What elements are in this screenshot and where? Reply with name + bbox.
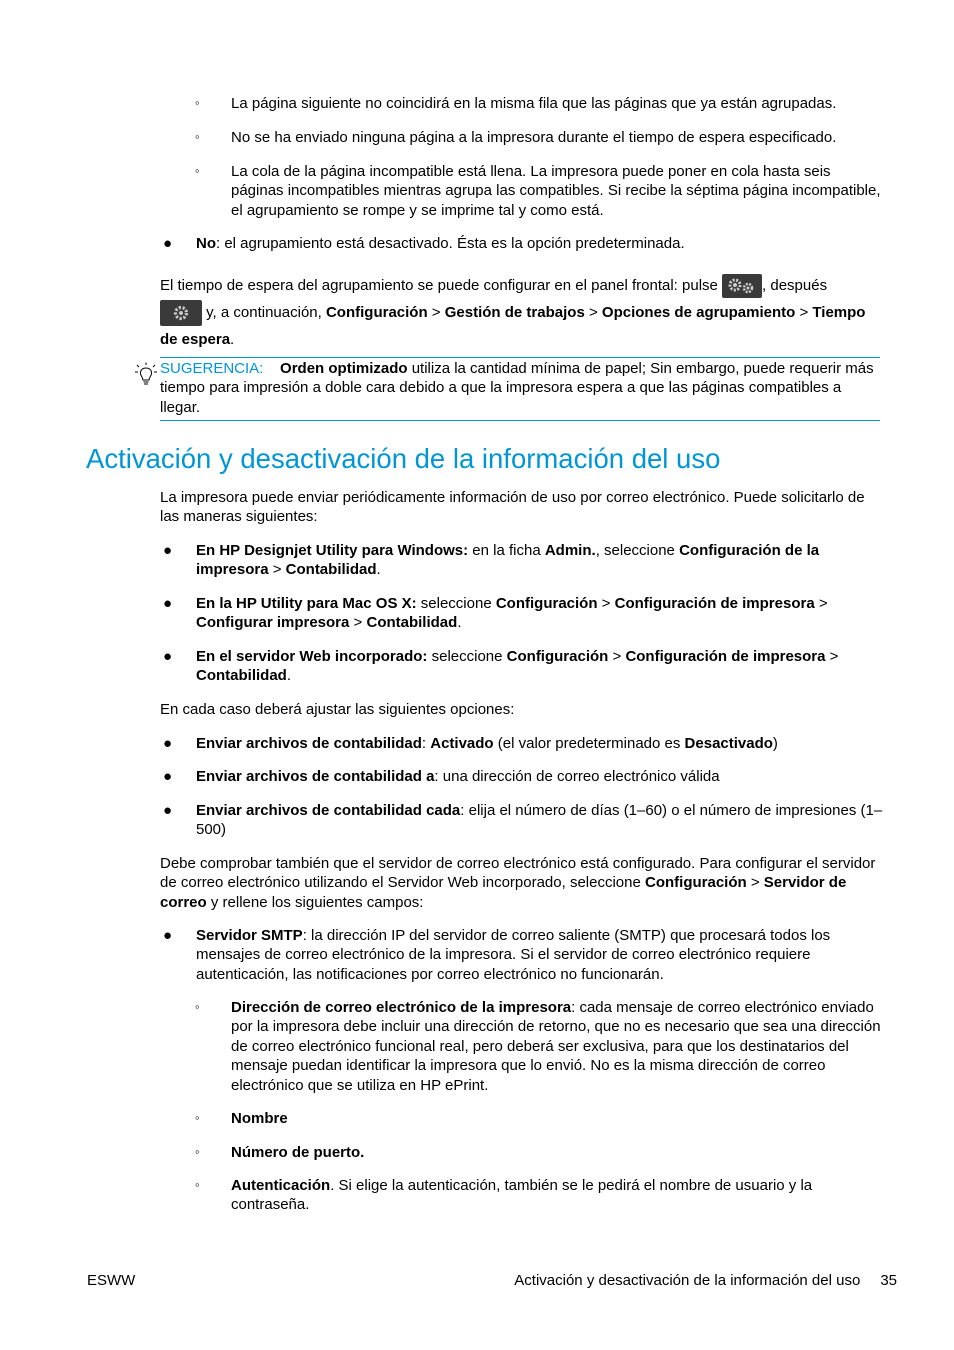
- text: seleccione: [427, 648, 507, 665]
- text: : una dirección de correo electrónico válida: [434, 768, 720, 785]
- text: >: [268, 561, 286, 579]
- email-paragraph: [160, 854, 882, 912]
- gear-icon: [160, 300, 202, 326]
- footer-right: [514, 1271, 897, 1290]
- bold-text: Servidor SMTP: [196, 927, 303, 944]
- bullet-label: No: [196, 235, 216, 252]
- bold-text: Dirección de correo electrónico de la impresora: [231, 999, 572, 1016]
- tip-box: [160, 357, 880, 421]
- sub-bullet-item: [195, 998, 883, 1095]
- text: >: [597, 595, 615, 612]
- path-separator: >: [427, 304, 445, 321]
- bold-text: Configuración de la impresora: [196, 542, 820, 579]
- sub-bullet-marker: ◦: [195, 129, 200, 144]
- bold-text: Admin.: [544, 542, 596, 559]
- bold-text: Activado: [430, 735, 494, 752]
- text: . Si elige la autenticación, también se le pedirá el nombre de usuario y la contraseña.: [231, 1177, 813, 1214]
- bullet-marker: ●: [163, 542, 173, 559]
- paragraph-text: El tiempo de espera del agrupamiento se puede configurar en el panel frontal: pulse: [160, 277, 723, 294]
- bold-text: Configuración: [506, 648, 609, 665]
- section-heading: Activación y desactivación de la información del uso: [86, 443, 721, 474]
- options-intro: En cada caso deberá ajustar las siguientes opciones:: [160, 701, 515, 718]
- bullet-item-no: [163, 234, 886, 253]
- text: >: [349, 614, 367, 632]
- bullet-item-option: [163, 767, 886, 786]
- bullet-marker: ●: [163, 648, 173, 665]
- bullet-item-method: [163, 594, 886, 633]
- sub-bullet-item: [195, 1176, 883, 1215]
- bold-text: Configuración de impresora: [614, 595, 815, 612]
- sub-bullet-item: [195, 1109, 883, 1128]
- bold-text: Contabilidad: [285, 561, 377, 579]
- bullet-text: : el agrupamiento está desactivado. Ésta es la opción predeterminada.: [216, 235, 685, 252]
- text: >: [608, 648, 626, 665]
- menu-path-item: Gestión de trabajos: [444, 304, 585, 321]
- bullet-item-smtp: [163, 926, 886, 984]
- settings-tab-icon: [722, 274, 762, 298]
- bold-text: Contabilidad: [196, 667, 287, 685]
- text: y rellene los siguientes campos:: [206, 893, 424, 911]
- text: (el valor predeterminado es: [493, 735, 685, 752]
- bullet-marker: ●: [163, 595, 173, 612]
- footer-section: Activación y desactivación de la información del uso: [514, 1272, 861, 1289]
- bullet-marker: ●: [163, 927, 173, 944]
- text: seleccione: [416, 595, 496, 612]
- text: : cada mensaje de correo electrónico enviado por la impresora debe incluir una dirección de retorno, que no es necesario que sea una dirección de correo electrónico funcional real, pero deberá ser exclusiva, para que los destinatarios del mensaje puedan identificar la impresora que lo envió. No es la misma dirección de correo electrónico que se utiliza en HP ePrint.: [231, 999, 881, 1094]
- text: Debe comprobar también que el servidor de correo electrónico está configurado. Para configurar el servidor de correo electrónico utilizando el Servidor Web incorporado, seleccione: [160, 855, 876, 892]
- bold-text: Nombre: [231, 1110, 288, 1127]
- page-number: 35: [880, 1272, 897, 1289]
- bold-text: En el servidor Web incorporado:: [196, 648, 428, 665]
- bold-text: Desactivado: [684, 735, 773, 752]
- bullet-item-option: [163, 734, 886, 753]
- bold-text: Servidor de correo: [160, 874, 847, 911]
- sub-bullet-item: [195, 162, 883, 220]
- tip-label: SUGERENCIA:: [160, 360, 264, 377]
- footer-left: ESWW: [87, 1272, 136, 1289]
- menu-path-item: Opciones de agrupamiento: [601, 304, 796, 321]
- bold-text: Configuración de impresora: [625, 648, 826, 665]
- bold-text: Enviar archivos de contabilidad: [196, 735, 422, 752]
- bullet-item-method: [163, 647, 886, 686]
- sub-bullet-text: No se ha enviado ninguna página a la impresora durante el tiempo de espera especificado.: [231, 129, 837, 146]
- tip-text: utiliza la cantidad mínima de papel; Sin embargo, puede requerir más tiempo para impresión a doble cara debido a que la impresora espera a que las páginas compatibles a llegar.: [160, 360, 874, 416]
- sub-bullet-item: [195, 1143, 883, 1162]
- paragraph-text: , después: [762, 277, 828, 294]
- bold-text: Enviar archivos de contabilidad cada: [196, 802, 461, 819]
- bold-text: Autenticación: [231, 1177, 331, 1194]
- text: >: [814, 595, 828, 612]
- bold-text: Número de puerto.: [231, 1144, 365, 1161]
- text: .: [286, 667, 291, 685]
- path-separator: >: [584, 304, 602, 321]
- sub-bullet-marker: ◦: [195, 1144, 200, 1159]
- text: >: [825, 648, 839, 665]
- sub-bullet-marker: ◦: [195, 95, 200, 110]
- text: :: [421, 735, 431, 752]
- bold-text: Configurar impresora: [196, 614, 350, 632]
- text: : elija el número de días (1–60) o el número de impresiones (1–500): [196, 802, 883, 839]
- intro-paragraph: La impresora puede enviar periódicamente información de uso por correo electrónico. Puede solicitarlo de las maneras siguientes:: [160, 489, 865, 526]
- bullet-marker: ●: [163, 235, 173, 252]
- bold-text: Configuración: [495, 595, 598, 612]
- bullet-item-method: [163, 541, 886, 580]
- text: ): [772, 735, 778, 752]
- path-separator: >: [746, 874, 764, 892]
- sub-bullet-text: La cola de la página incompatible está llena. La impresora puede poner en cola hasta seis páginas incompatibles mientras agrupa las compatibles. Si recibe la séptima página incompatible, el agrupamiento se rompe y se imprime tal y como está.: [231, 163, 881, 219]
- sub-bullet-text: La página siguiente no coincidirá en la misma fila que las páginas que ya están agrupadas.: [231, 95, 837, 112]
- menu-path-item: Tiempo de espera: [160, 304, 866, 349]
- bullet-marker: ●: [163, 735, 173, 752]
- sub-bullet-marker: ◦: [195, 1177, 200, 1192]
- sub-bullet-marker: ◦: [195, 163, 200, 178]
- text: : la dirección IP del servidor de correo saliente (SMTP) que procesará todos los mensajes de correo electrónico de la impresora. Si el servidor de correo electrónico requiere autenticación, las notificaciones por correo electrónico no funcionarán.: [196, 927, 831, 983]
- path-separator: >: [795, 304, 813, 321]
- bold-text: Contabilidad: [366, 614, 458, 632]
- sub-bullet-item: [195, 128, 883, 147]
- bold-text: Configuración: [645, 874, 747, 892]
- bullet-marker: ●: [163, 768, 173, 785]
- bold-text: Enviar archivos de contabilidad a: [196, 768, 435, 785]
- bullet-marker: ●: [163, 802, 173, 819]
- tip-bold: Orden optimizado: [280, 360, 408, 377]
- timeout-paragraph: [160, 272, 882, 353]
- paragraph-text: .: [230, 331, 235, 349]
- sub-bullet-marker: ◦: [195, 1110, 200, 1125]
- sub-bullet-marker: ◦: [195, 999, 200, 1014]
- paragraph-text: y, a continuación,: [202, 304, 326, 321]
- bold-text: En HP Designjet Utility para Windows:: [196, 542, 469, 559]
- text: , seleccione: [595, 542, 680, 559]
- sub-bullet-item: [195, 94, 883, 113]
- bold-text: En la HP Utility para Mac OS X:: [196, 595, 417, 612]
- text: en la ficha: [468, 542, 545, 559]
- bullet-item-option: [163, 801, 886, 840]
- text: .: [376, 561, 381, 579]
- lightbulb-icon: [135, 362, 157, 393]
- menu-path-item: Configuración: [325, 304, 428, 321]
- text: .: [457, 614, 462, 632]
